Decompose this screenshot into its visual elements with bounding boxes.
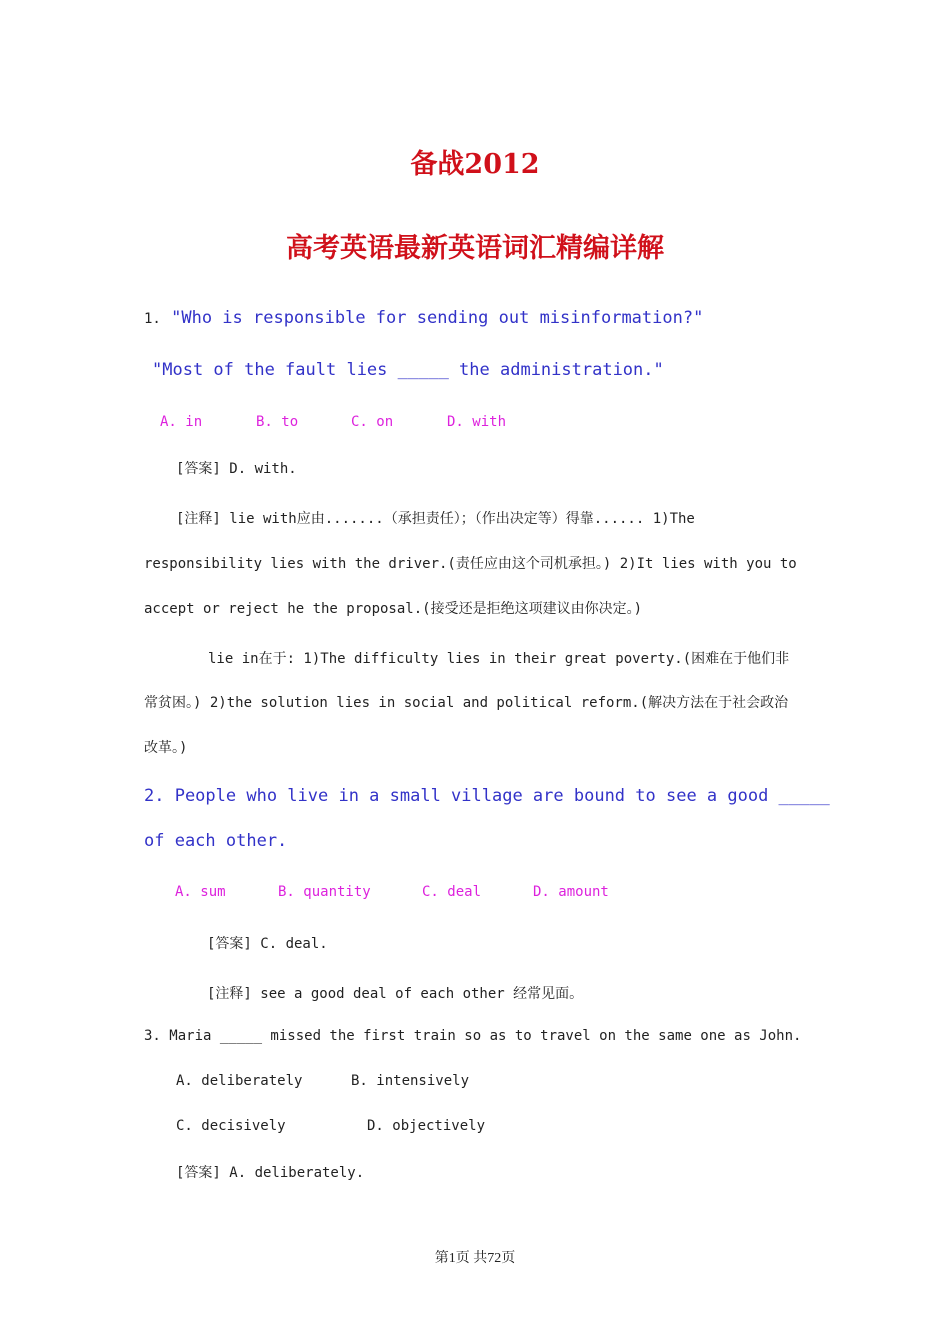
q1-option-a: A. in: [160, 414, 203, 430]
q2-option-c: C. deal: [422, 884, 482, 900]
q1-note-line-5: 常贫困。) 2)the solution lies in social and political reform.(解决方法在于社会政治: [144, 695, 789, 711]
q2-option-d: D. amount: [533, 884, 609, 900]
q1-option-b: B. to: [256, 414, 299, 430]
q2-answer: [答案] C. deal.: [207, 936, 328, 952]
q2-line-1: 2. People who live in a small village are bound to see a good _____: [144, 786, 830, 806]
q2-option-a: A. sum: [175, 884, 226, 900]
title-line-1: 备战2012: [410, 149, 540, 180]
q3-option-c: C. decisively: [176, 1118, 286, 1134]
q1-option-c: C. on: [351, 414, 394, 430]
q1-line-2: "Most of the fault lies _____ the administration.": [152, 360, 664, 380]
title-line-2: 高考英语最新英语词汇精编详解: [286, 233, 664, 264]
q1-note-line-4: lie in在于: 1)The difficulty lies in their great poverty.(困难在于他们非: [208, 651, 790, 667]
q1-answer: [答案] D. with.: [176, 461, 297, 477]
q2-line-2: of each other.: [144, 831, 288, 851]
q1-note-line-1: [注释] lie with应由.......（承担责任）；（作出决定等）得靠...... 1)The: [176, 511, 695, 527]
page-footer: 第1页 共72页: [434, 1251, 516, 1266]
q1-note-line-3: accept or reject he the proposal.(接受还是拒绝这项建议由你决定。): [144, 601, 643, 617]
q1-number: 1.: [144, 311, 161, 327]
q3-line-1: 3. Maria _____ missed the first train so as to travel on the same one as John.: [144, 1028, 802, 1044]
q3-option-d: D. objectively: [367, 1118, 486, 1134]
q1-note-line-2: responsibility lies with the driver.(责任应由这个司机承担。) 2)It lies with you to: [144, 556, 797, 572]
q2-option-b: B. quantity: [278, 884, 371, 900]
q3-option-b: B. intensively: [351, 1073, 470, 1089]
q1-prompt: [144, 308, 703, 328]
q1-line-1: "Who is responsible for sending out misinformation?": [171, 308, 704, 328]
q1-option-d: D. with: [447, 414, 507, 430]
q1-note-line-6: 改革。): [144, 740, 188, 756]
q2-note: [注释] see a good deal of each other 经常见面。: [207, 986, 584, 1002]
q3-option-a: A. deliberately: [176, 1073, 303, 1089]
q3-answer: [答案] A. deliberately.: [176, 1165, 365, 1181]
